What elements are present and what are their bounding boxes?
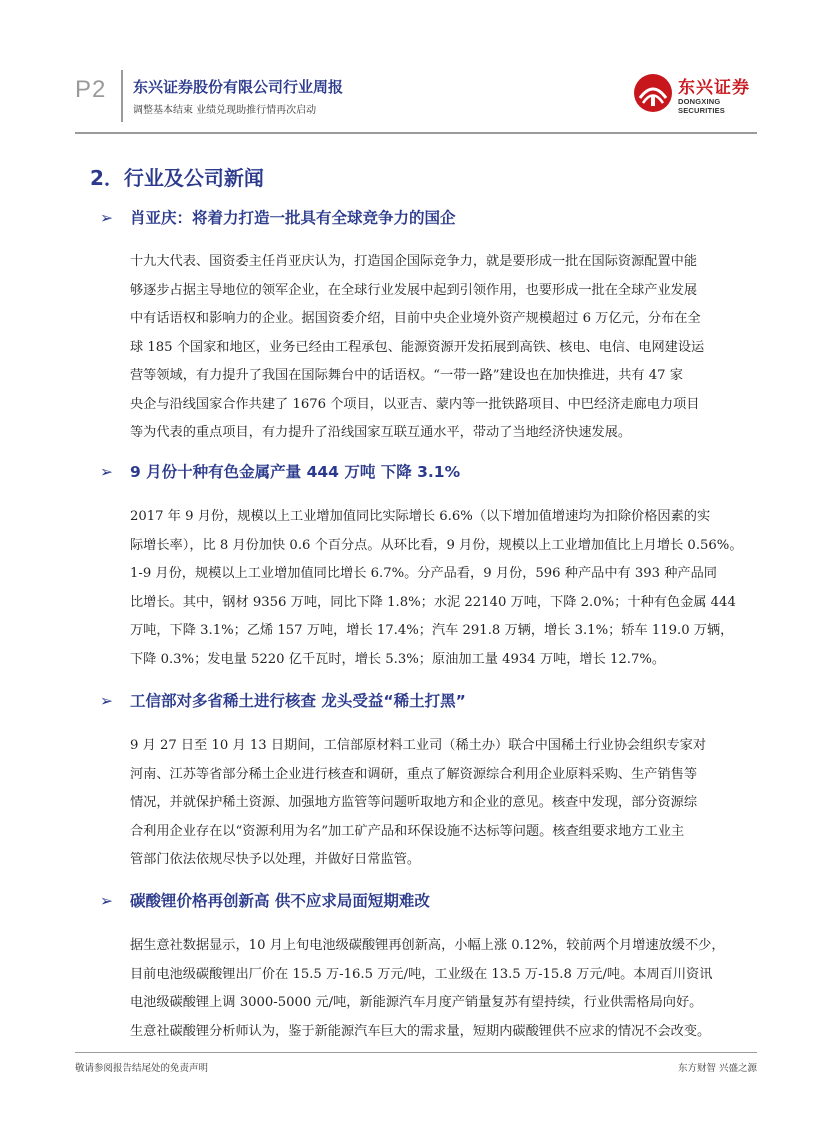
text-line: 际增长率），比 8 月份加快 0.6 个百分点。从环比看，9 月份，规模以上工业增加值比上月增长 0.56%。	[130, 537, 743, 553]
arrow-bullet-icon: ➢	[100, 892, 113, 910]
news-heading-text: 碳酸锂价格再创新高 供不应求局面短期难改	[130, 892, 430, 910]
report-subtitle: 调整基本结束 业绩兑现助推行情再次启动	[133, 105, 317, 116]
page-number: P2	[75, 76, 107, 103]
section-title: 2．行业及公司新闻	[90, 166, 264, 190]
text-line: 央企与沿线国家合作共建了 1676 个项目，以亚吉、蒙内等一批铁路项目、中巴经济走廊电力项目	[130, 396, 700, 412]
news-heading-text: 9 月份十种有色金属产量 444 万吨 下降 3.1%	[130, 463, 461, 481]
news-heading-text: 肖亚庆：将着力打造一批具有全球竞争力的国企	[130, 209, 456, 227]
text-line: 十九大代表、国资委主任肖亚庆认为，打造国企国际竞争力，就是要形成一批在国际资源配置中能	[130, 254, 698, 269]
disclaimer-note: 敬请参阅报告结尾处的免责声明	[75, 1063, 209, 1074]
news-heading-1	[100, 206, 456, 228]
logo-icon	[632, 72, 674, 114]
text-line: 下降 0.3%；发电量 5220 亿千瓦时，增长 5.3%；原油加工量 4934 万吨，增长 12.7%。	[130, 651, 666, 667]
logo-text-en: DONGXING SECURITIES	[678, 97, 726, 115]
text-line: 河南、江苏等省部分稀土企业进行核查和调研，重点了解资源综合利用企业原料采购、生产销售等	[130, 766, 698, 782]
text-line: 万吨，下降 3.1%；乙烯 157 万吨，增长 17.4%；汽车 291.8 万辆，增长 3.1%；轿车 119.0 万辆，	[130, 623, 734, 638]
text-line: 2017 年 9 月份，规模以上工业增加值同比实际增长 6.6%（以下增加值增速均为扣除价格因素的实	[130, 509, 711, 524]
text-line: 目前电池级碳酸锂出厂价在 15.5 万-16.5 万元/吨，工业级在 13.5 万-15.8 万元/吨。本周百川资讯	[130, 966, 713, 982]
text-line: 比增长。其中，钢材 9356 万吨，同比下降 1.8%；水泥 22140 万吨，下降 2.0%；十种有色金属 444	[130, 594, 736, 610]
text-line: 够逐步占据主导地位的领军企业，在全球行业发展中起到引领作用，也要形成一批在全球产业发展	[130, 282, 698, 298]
news-body-3	[130, 732, 770, 875]
text-line: 据生意社数据显示，10 月上旬电池级碳酸锂再创新高，小幅上涨 0.12%，较前两个月增速放缓不少，	[130, 938, 725, 953]
text-line: 合利用企业存在以“资源利用为名”加工矿产品和环保设施不达标等问题。核查组要求地方工业主	[130, 823, 685, 839]
arrow-bullet-icon: ➢	[100, 209, 113, 227]
news-heading-4	[100, 889, 430, 911]
logo-text-cn: 东兴证券	[678, 78, 750, 98]
footer-rule	[75, 1052, 757, 1053]
text-line: 生意社碳酸锂分析师认为，鉴于新能源汽车巨大的需求量，短期内碳酸锂供不应求的情况不会改变。	[130, 1023, 711, 1039]
news-heading-3	[100, 689, 466, 711]
text-line: 营等领域，有力提升了我国在国际舞台中的话语权。“一带一路”建设也在加快推进，共有 47 家	[130, 368, 683, 383]
company-logo	[632, 70, 762, 122]
text-line: 球 185 个国家和地区，业务已经由工程承包、能源资源开发拓展到高铁、核电、电信、电网建设运	[130, 339, 705, 355]
news-heading-2	[100, 460, 460, 482]
header-divider	[121, 70, 123, 122]
news-heading-text: 工信部对多省稀土进行核查 龙头受益“稀土打黑”	[130, 692, 466, 710]
text-line: 中有话语权和影响力的企业。据国资委介绍，目前中央企业境外资产规模超过 6 万亿元，分布在全	[130, 311, 701, 326]
text-line: 电池级碳酸锂上调 3000-5000 元/吨，新能源汽车月度产销量复苏有望持续，行业供需格局向好。	[130, 995, 703, 1010]
text-line: 等为代表的重点项目，有力提升了沿线国家互联互通水平，带动了当地经济快速发展。	[130, 425, 632, 440]
text-line: 管部门依法依规尽快予以处理，并做好日常监管。	[130, 852, 421, 867]
text-line: 1-9 月份，规模以上工业增加值同比增长 6.7%。分产品看，9 月份，596 种产品中有 393 种产品同	[130, 566, 717, 581]
company-title: 东兴证券股份有限公司行业周报	[133, 78, 344, 96]
header-rule	[75, 132, 757, 134]
news-body-4	[130, 932, 770, 1046]
page-header	[0, 0, 827, 140]
text-line: 情况，并就保护稀土资源、加强地方监管等问题听取地方和企业的意见。核查中发现，部分资源综	[130, 795, 698, 810]
arrow-bullet-icon: ➢	[100, 692, 113, 710]
news-body-2	[130, 503, 770, 674]
news-body-1	[130, 248, 770, 448]
footer-slogan: 东方财智 兴盛之源	[677, 1063, 757, 1074]
arrow-bullet-icon: ➢	[100, 463, 113, 481]
text-line: 9 月 27 日至 10 月 13 日期间，工信部原材料工业司（稀土办）联合中国稀土行业协会组织专家对	[130, 738, 707, 753]
